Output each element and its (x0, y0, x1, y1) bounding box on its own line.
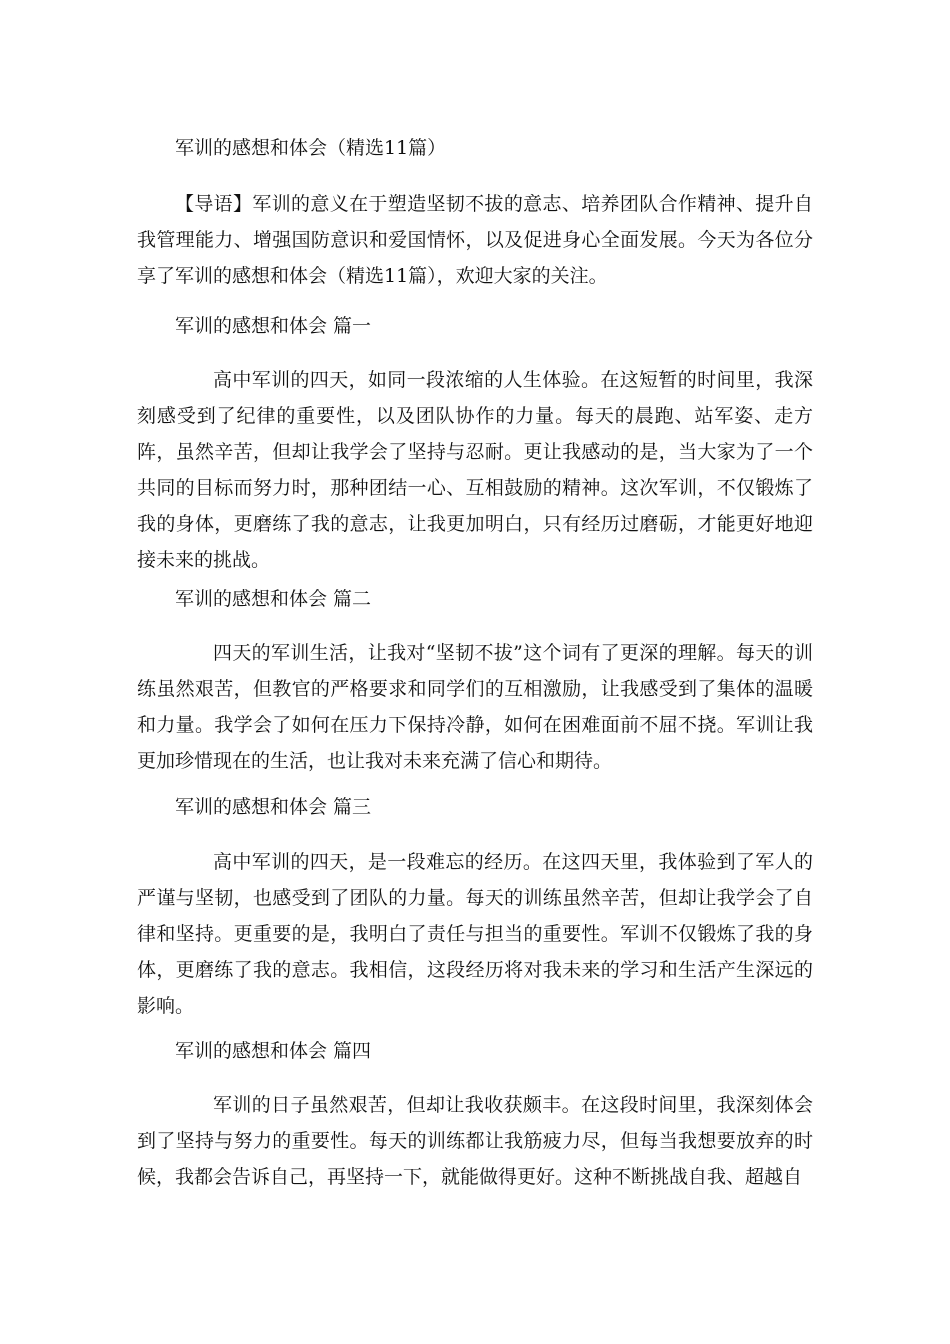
section-body-1: 高中军训的四天，如同一段浓缩的人生体验。在这短暂的时间里，我深刻感受到了纪律的重要性，以及团队协作的力量。每天的晨跑、站军姿、走方阵，虽然辛苦，但却让我学会了坚持与忍耐。更让我感动的是，当大家为了一个共同的目标而努力时，那种团结一心、互相鼓励的精神。这次军训，不仅锻炼了我的身体，更磨练了我的意志，让我更加明白，只有经历过磨砺，才能更好地迎接未来的挑战。 (137, 369, 813, 571)
section-heading-3: 军训的感想和体会 篇三 (175, 796, 372, 818)
section-heading-2: 军训的感想和体会 篇二 (175, 588, 372, 610)
lead-paragraph: 【导语】军训的意义在于塑造坚韧不拔的意志、培养团队合作精神、提升自我管理能力、增强国防意识和爱国情怀，以及促进身心全面发展。今天为各位分享了军训的感想和体会（精选11篇），欢迎大家的关注。 (137, 193, 813, 287)
section-heading-4: 军训的感想和体会 篇四 (175, 1040, 372, 1062)
section-body-2: 四天的军训生活，让我对“坚韧不拔”这个词有了更深的理解。每天的训练虽然艰苦，但教官的严格要求和同学们的互相激励，让我感受到了集体的温暖和力量。我学会了如何在压力下保持冷静，如何在困难面前不屈不挠。军训让我更加珍惜现在的生活，也让我对未来充满了信心和期待。 (137, 642, 813, 772)
section-body-3: 高中军训的四天，是一段难忘的经历。在这四天里，我体验到了军人的严谨与坚韧，也感受到了团队的力量。每天的训练虽然辛苦，但却让我学会了自律和坚持。更重要的是，我明白了责任与担当的重要性。军训不仅锻炼了我的身体，更磨练了我的意志。我相信，这段经历将对我未来的学习和生活产生深远的影响。 (137, 851, 813, 1017)
document-title: 军训的感想和体会（精选11篇） (175, 137, 447, 159)
section-body-4: 军训的日子虽然艰苦，但却让我收获颇丰。在这段时间里，我深刻体会到了坚持与努力的重要性。每天的训练都让我筋疲力尽，但每当我想要放弃的时候，我都会告诉自己，再坚持一下，就能做得更好。这种不断挑战自我、超越自 (137, 1094, 813, 1188)
section-heading-1: 军训的感想和体会 篇一 (175, 315, 372, 337)
